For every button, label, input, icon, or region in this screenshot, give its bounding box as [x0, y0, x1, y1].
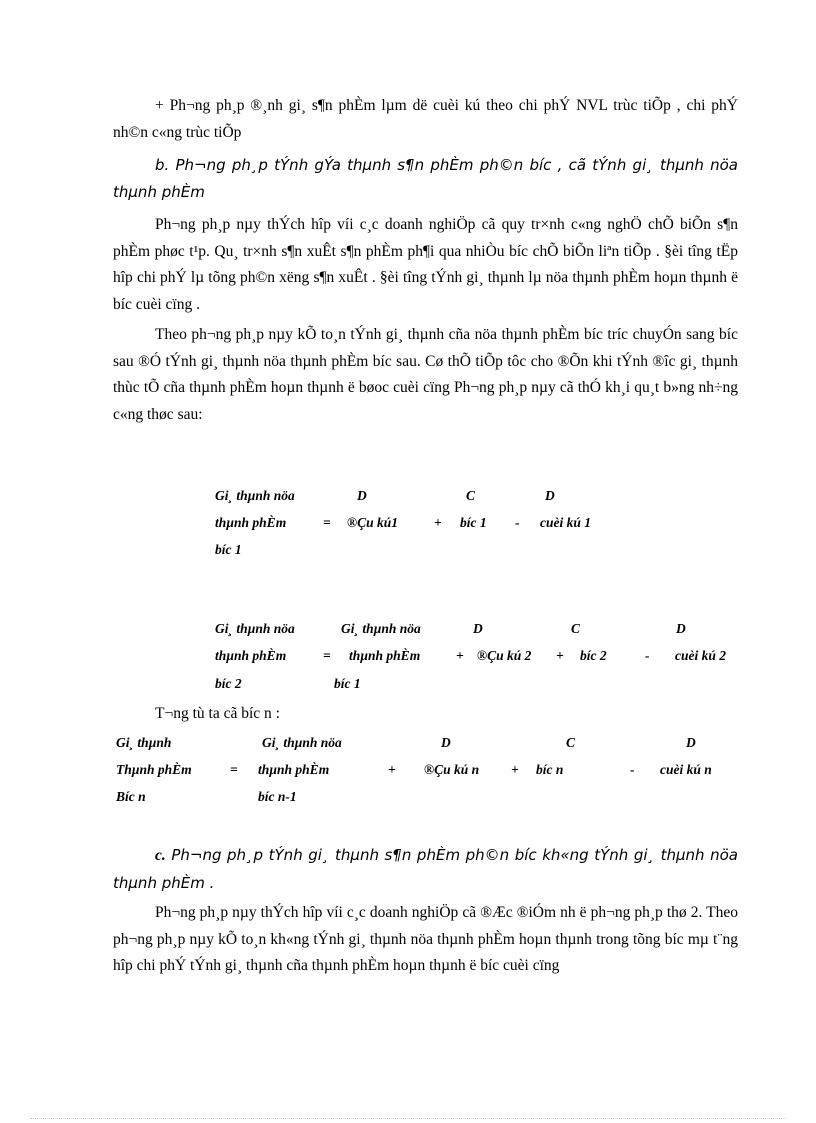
- formula1-label-top: Gi¸ thµnh nöa: [215, 488, 295, 503]
- formula3-prev-label-bottom: bíc n-1: [258, 789, 297, 804]
- formula2-prev-label-mid: thµnh phÈm: [349, 648, 421, 663]
- formula1-plus: +: [434, 515, 442, 530]
- formula2-equals: =: [323, 648, 331, 663]
- formula3-label-top: Gi¸ thµnh: [116, 735, 172, 750]
- paragraph-method-c-description: Ph¬ng ph¸p nµy thÝch hîp víi c¸c doanh nghiÖp cã ®Æc ®iÓm nh ë ph¬ng ph¸p thø 2. Theo ph¬ng ph¸p nµy kÕ to¸n kh«ng tÝnh gi¸ thµnh nöa thµnh phÈm hoµn thµnh trong tõng bíc mµ t¨ng hîp chi phÝ tÝnh gi¸ thµnh cña thµnh phÈm hoµn thµnh ë bíc cuèi cïng: [113, 904, 738, 974]
- formula2-d-close: D: [676, 621, 686, 636]
- formula3-prev-label-top: Gi¸ thµnh nöa: [262, 735, 342, 750]
- formula1-c: C: [466, 488, 476, 503]
- formula3-c: C: [566, 735, 576, 750]
- formula3-closing-term: cuèi kú n: [660, 762, 712, 777]
- formula3-plus-2: +: [511, 762, 519, 777]
- formula3-d-open: D: [441, 735, 451, 750]
- formula3-d-close: D: [686, 735, 696, 750]
- formula2-closing-term: cuèi kú 2: [675, 648, 727, 663]
- formula1-label-bottom: bíc 1: [215, 542, 242, 557]
- formula3-plus-1: +: [388, 762, 396, 777]
- paragraph-method-description: Theo ph¬ng ph¸p nµy kÕ to¸n tÝnh gi¸ thµnh cña nöa thµnh phÈm bíc tríc chuyÓn sang bíc sau ®Ó tÝnh gi¸ thµnh nöa thµnh phÈm bíc sau. Cø thÕ tiÕp tôc cho ®Õn khi tÝnh ®îc gi¸ thµnh thùc tÕ cña thµnh phÈm hoµn thµnh ë bøoc cuèi cïng Ph¬ng ph¸p nµy cã thÓ kh¸i qu¸t b»ng nh÷ng c«ng thøc sau:: [113, 326, 738, 423]
- formula2-label-bottom: bíc 2: [215, 676, 242, 691]
- section-heading-c-text: Ph¬ng ph¸p tÝnh gi¸ thµnh s¶n phÈm ph©n bíc kh«ng tÝnh gi¸ thµnh nöa thµnh phÈm .: [113, 846, 738, 892]
- formula2-label-top: Gi¸ thµnh nöa: [215, 621, 295, 636]
- formula3-label-bottom: Bíc n: [116, 789, 146, 804]
- paragraph-method-applicability: Ph¬ng ph¸p nµy thÝch hîp víi c¸c doanh nghiÖp cã quy tr×nh c«ng nghÖ chÕ biÕn s¶n phÈm phøc t¹p. Qu¸ tr×nh s¶n xuÊt s¶n phÈm ph¶i qua nhiÒu bíc chÕ biÕn liªn tiÕp . §èi tîng tËp hîp chi phÝ lµ tõng ph©n xëng s¶n xuÊt . §èi tîng tÝnh gi¸ thµnh lµ nöa thµnh phÈm hoµn thµnh ë bíc cuèi cïng .: [113, 216, 738, 313]
- formula1-step-term: bíc 1: [460, 515, 487, 530]
- formula1-equals: =: [323, 515, 331, 530]
- formula2-step-term: bíc 2: [580, 648, 607, 663]
- formula3-step-term: bíc n: [536, 762, 564, 777]
- section-heading-c: [113, 842, 738, 897]
- formula3-equals: =: [230, 762, 238, 777]
- formula3-minus: -: [630, 762, 635, 777]
- formula3-opening-term: ®Çu kú n: [424, 762, 480, 777]
- formula1-d-open: D: [357, 488, 367, 503]
- formula2-opening-term: ®Çu kú 2: [477, 648, 532, 663]
- formula2-plus-1: +: [456, 648, 464, 663]
- formula1-minus: -: [515, 515, 520, 530]
- formula2-label-mid: thµnh phÈm: [215, 648, 287, 663]
- paragraph-evaluation-method: + Ph¬ng ph¸p ®¸nh gi¸ s¶n phÈm lµm dë cuèi kú theo chi phÝ NVL trùc tiÕp , chi phÝ nh©n c«ng trùc tiÕp: [113, 97, 738, 141]
- formula1-closing-term: cuèi kú 1: [540, 515, 592, 530]
- formula2-c: C: [571, 621, 581, 636]
- page-bottom-divider: [30, 1118, 786, 1119]
- formula1-label-mid: thµnh phÈm: [215, 515, 287, 530]
- paragraph-step-n: T¬ng tù ta cã bíc n :: [155, 705, 280, 722]
- formula3-prev-label-mid: thµnh phÈm: [258, 762, 330, 777]
- formula1-opening-term: ®Çu kú1: [347, 515, 398, 530]
- formula2-prev-label-top: Gi¸ thµnh nöa: [341, 621, 421, 636]
- formula2-d-open: D: [473, 621, 483, 636]
- section-heading-b: b. Ph¬ng ph¸p tÝnh gÝa thµnh s¶n phÈm ph©n bíc , cã tÝnh gi¸ thµnh nöa thµnh phÈm: [113, 156, 738, 201]
- formula2-minus: -: [645, 648, 650, 663]
- formula2-plus-2: +: [556, 648, 564, 663]
- formula3-label-mid: Thµnh phÈm: [116, 762, 192, 777]
- section-heading-c-label: c.: [155, 847, 166, 864]
- formula2-prev-label-bottom: bíc 1: [334, 676, 361, 691]
- formula1-d-close: D: [545, 488, 555, 503]
